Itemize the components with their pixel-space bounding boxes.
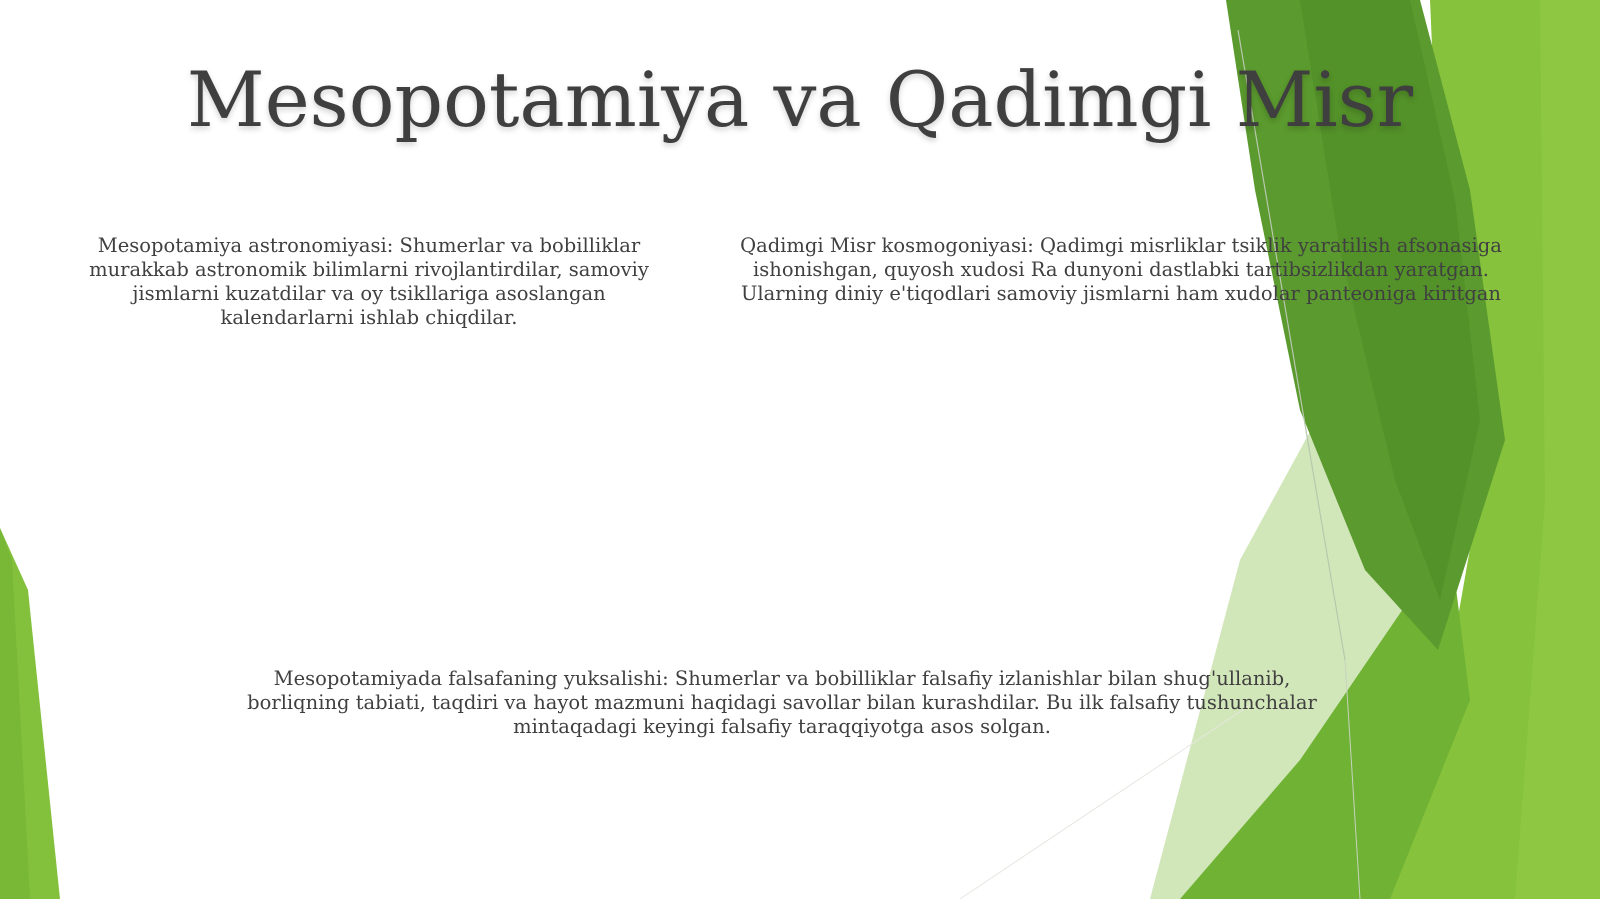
mesopotamia-philosophy-text: Mesopotamiyada falsafaning yuksalishi: Shumerlar va bobilliklar falsafiy izlanishlar bilan shug'ullanib, borliqning tabiati, taqdiri va hayot mazmuni haqidagi savollar bilan kurashdilar. Bu ilk falsafiy tushunchalar mintaqadagi keyingi falsafiy taraqqiyotga asos solgan. [247, 667, 1317, 738]
slide-title: Mesopotamiya va Qadimgi Misr [186, 55, 1414, 144]
egypt-cosmogony-text: Qadimgi Misr kosmogoniyasi: Qadimgi misrliklar tsiklik yaratilish afsonasiga ishonishgan, quyosh xudosi Ra dunyoni dastlabki tartibsizlikdan yaratgan. Ularning diniy e'tiqodlari samoviy jismlarni ham xudolar panteoniga kiritgan [740, 234, 1502, 305]
mesopotamia-astronomy-text: Mesopotamiya astronomiyasi: Shumerlar va bobilliklar murakkab astronomik bilimlarni rivojlantirdilar, samoviy jismlarni kuzatdilar va oy tsikllariga asoslangan kalendarlarni ishlab chiqdilar. [89, 234, 649, 329]
